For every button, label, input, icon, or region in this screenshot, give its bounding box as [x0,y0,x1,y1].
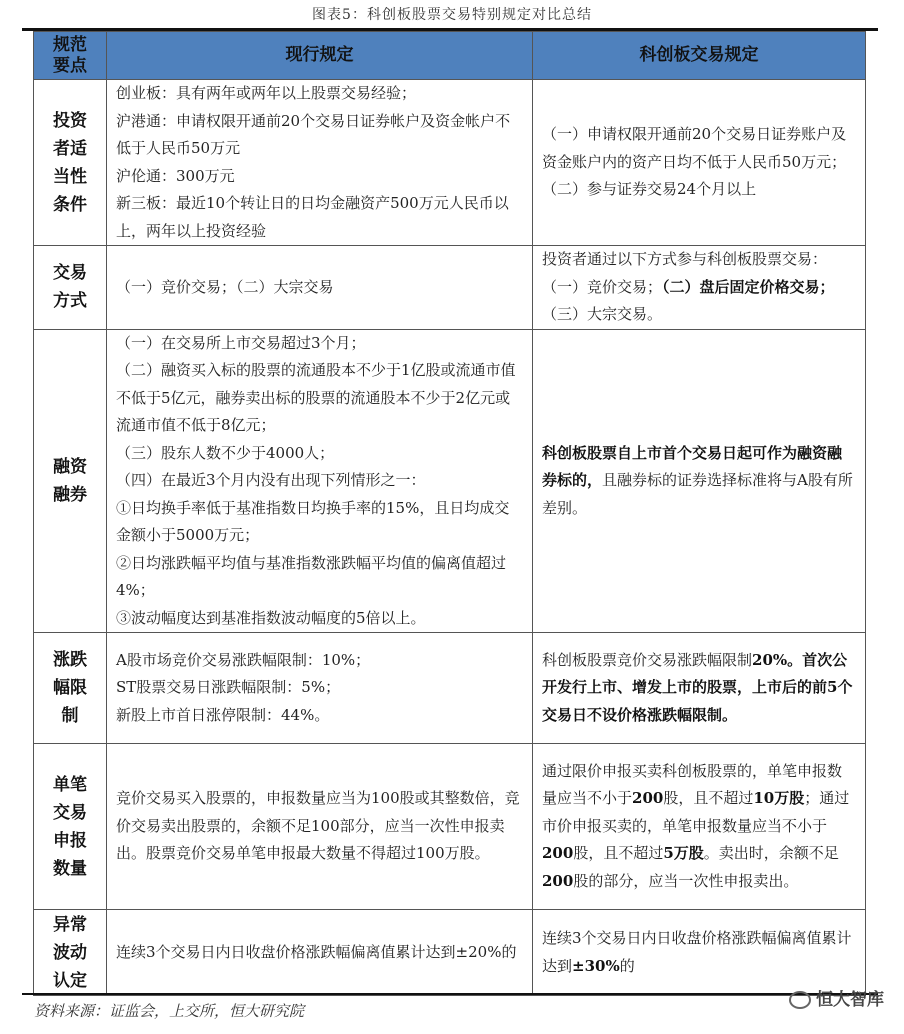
row-key: 交易方式 [34,246,107,330]
current-cell: （一）在交易所上市交易超过3个月； （二）融资买入标的股票的流通股本不少于1亿股或流通市值不低于5亿元，融券卖出标的股票的流通股本不少于2亿元或流通市值不低于8亿元； （三）股东人数不少于4000人； （四）在最近3个月内没有出现下列情形之一： ①日均换手率低于基准指数日均换手率的15%，且日均成交金额小于5000万元； ②日均涨跌幅平均值与基准指数涨跌幅平均值的偏离值超过4%； ③波动幅度达到基准指数波动幅度的5倍以上。 [107,329,533,633]
row-key: 投资者适当性条件 [34,80,107,246]
header-star: 科创板交易规定 [533,32,866,80]
current-cell: A股市场竞价交易涨跌幅限制：10%； ST股票交易日涨跌幅限制：5%； 新股上市首日涨停限制：44%。 [107,633,533,744]
header-current: 现行规定 [107,32,533,80]
figure-title: 图表5：科创板股票交易特别规定对比总结 [312,7,592,23]
star-cell: 投资者通过以下方式参与科创板股票交易：（一）竞价交易；（二）盘后固定价格交易；（三）大宗交易。 [533,246,866,330]
header-key: 规范 要点 [34,32,107,80]
table-row [34,633,866,744]
star-cell: 通过限价申报买卖科创板股票的，单笔申报数量应当不小于200股，且不超过10万股；通过市价申报买卖的，单笔申报数量应当不小于200股，且不超过5万股。卖出时，余额不足200股的部分，应当一次性申报卖出。 [533,744,866,910]
source-note: 资料来源：证监会，上交所，恒大研究院 [34,1002,305,1020]
watermark: 恒大智库 [789,985,884,1010]
star-cell: 连续3个交易日内日收盘价格涨跌幅偏离值累计达到±30%的 [533,910,866,996]
table-row [34,80,866,246]
star-cell: 科创板股票竞价交易涨跌幅限制20%。首次公开发行上市、增发上市的股票，上市后的前5个交易日不设价格涨跌幅限制。 [533,633,866,744]
row-key: 融资融券 [34,329,107,633]
comparison-table [33,31,866,996]
current-cell: （一）竞价交易；（二）大宗交易 [107,246,533,330]
table-row [34,910,866,996]
current-cell: 创业板：具有两年或两年以上股票交易经验； 沪港通：申请权限开通前20个交易日证券帐户及资金帐户不低于人民币50万元 沪伦通：300万元 新三板：最近10个转让日的日均金融资产500万元人民币以上，两年以上投资经验 [107,80,533,246]
table-row [34,246,866,330]
row-key: 涨跌幅限制 [34,633,107,744]
bottom-rule [22,993,878,995]
wechat-icon [789,991,811,1009]
star-cell: 科创板股票自上市首个交易日起可作为融资融券标的，且融券标的证券选择标准将与A股有所差别。 [533,329,866,633]
table-row [34,744,866,910]
star-cell: （一）申请权限开通前20个交易日证券账户及资金账户内的资产日均不低于人民币50万元；（二）参与证券交易24个月以上 [533,80,866,246]
row-key: 异常波动认定 [34,910,107,996]
header-row [34,32,866,80]
current-cell: 连续3个交易日内日收盘价格涨跌幅偏离值累计达到±20%的 [107,910,533,996]
current-cell: 竞价交易买入股票的，申报数量应当为100股或其整数倍，竞价交易卖出股票的，余额不足100部分，应当一次性申报卖出。股票竞价交易单笔申报最大数量不得超过100万股。 [107,744,533,910]
row-key: 单笔交易申报数量 [34,744,107,910]
table-row [34,329,866,633]
